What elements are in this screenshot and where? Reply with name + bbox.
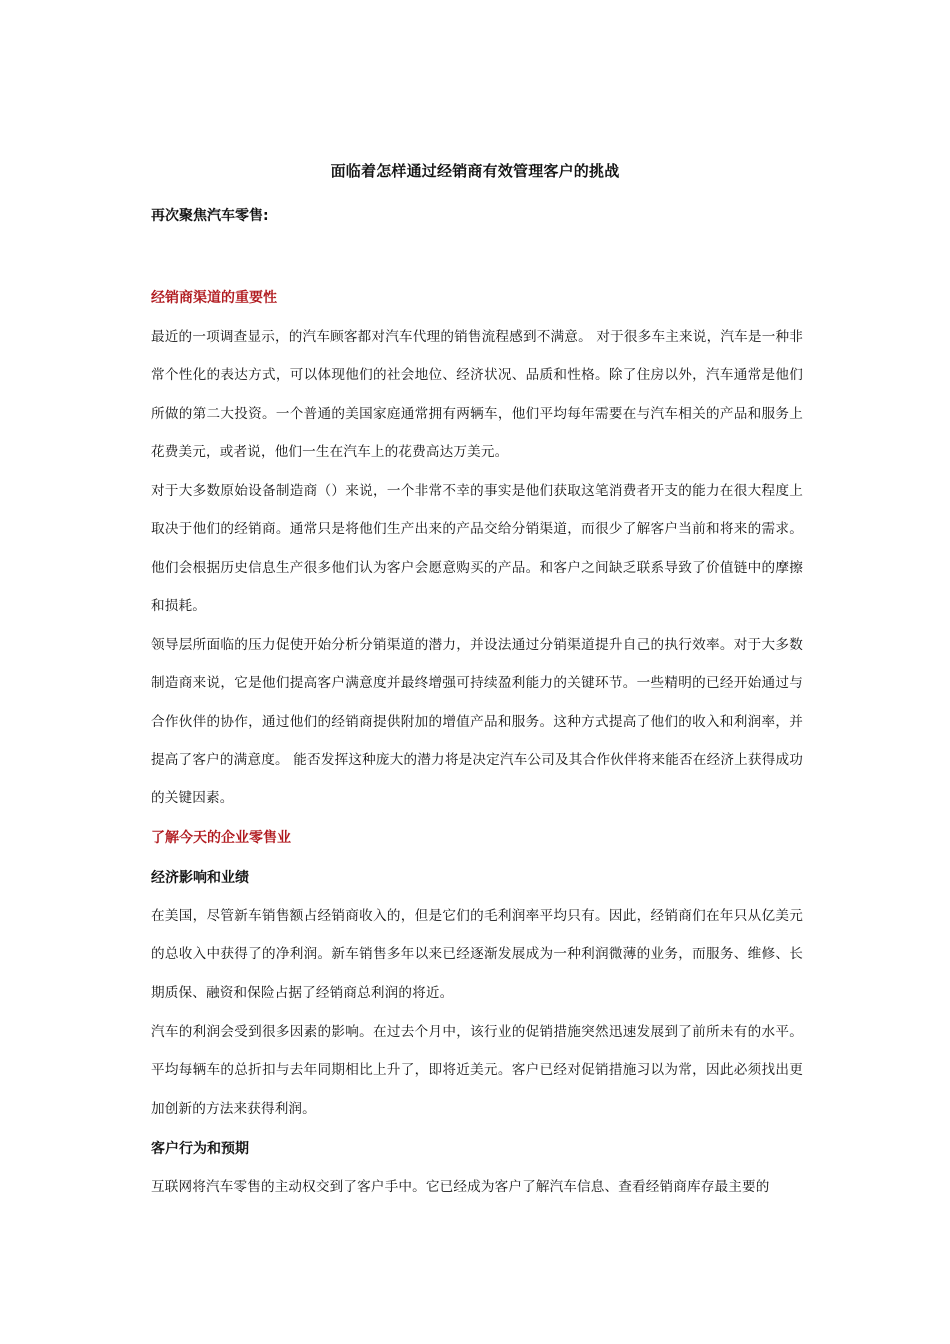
intro-heading: 再次聚焦汽车零售: bbox=[151, 208, 269, 224]
paragraph-oem-dependence: 对于大多数原始设备制造商（）来说，一个非常不幸的事实是他们获取这笔消费者开支的能力在很大程度上取决于他们的经销商。通常只是将他们生产出来的产品交给分销渠道，而很少了解客户当前和将来的需求。他们会根据历史信息生产很多他们认为客户会愿意购买的产品。和客户之间缺乏联系导致了价值链中的摩擦和损耗。 bbox=[151, 483, 803, 614]
paragraph-profit-factors: 汽车的利润会受到很多因素的影响。在过去个月中，该行业的促销措施突然迅速发展到了前所未有的水平。平均每辆车的总折扣与去年同期相比上升了，即将近美元。客户已经对促销措施习以为常，因此必须找出更加创新的方法来获得利润。 bbox=[151, 1024, 803, 1117]
paragraph-internet: 互联网将汽车零售的主动权交到了客户手中。它已经成为客户了解汽车信息、查看经销商库存最主要的 bbox=[151, 1179, 770, 1195]
subsection-heading-customer-behavior: 客户行为和预期 bbox=[151, 1141, 249, 1157]
document-title: 面临着怎样通过经销商有效管理客户的挑战 bbox=[330, 162, 620, 180]
subsection-heading-economic-impact: 经济影响和业绩 bbox=[151, 870, 249, 886]
section-heading-enterprise-retail: 了解今天的企业零售业 bbox=[151, 830, 291, 846]
section-heading-dealer-channel: 经销商渠道的重要性 bbox=[151, 290, 277, 306]
paragraph-us-new-car-sales: 在美国，尽管新车销售额占经销商收入的，但是它们的毛利润率平均只有。因此，经销商们在年只从亿美元的总收入中获得了的净利润。新车销售多年以来已经逐渐发展成为一种利润微薄的业务，而服务、维修、长期质保、融资和保险占据了经销商总利润的将近。 bbox=[151, 908, 803, 1001]
paragraph-leadership-pressure: 领导层所面临的压力促使开始分析分销渠道的潜力，并设法通过分销渠道提升自己的执行效率。对于大多数制造商来说，它是他们提高客户满意度并最终增强可持续盈利能力的关键环节。一些精明的已经开始通过与合作伙伴的协作，通过他们的经销商提供附加的增值产品和服务。这种方式提高了他们的收入和利润率，并提高了客户的满意度。 能否发挥这种庞大的潜力将是决定汽车公司及其合作伙伴将来能否在经济上获得成功的关键因素。 bbox=[151, 637, 803, 807]
paragraph-survey: 最近的一项调查显示，的汽车顾客都对汽车代理的销售流程感到不满意。 对于很多车主来说，汽车是一种非常个性化的表达方式，可以体现他们的社会地位、经济状况、品质和性格。除了住房以外，汽车通常是他们所做的第二大投资。一个普通的美国家庭通常拥有两辆车，他们平均每年需要在与汽车相关的产品和服务上花费美元，或者说，他们一生在汽车上的花费高达万美元。 bbox=[151, 329, 803, 460]
